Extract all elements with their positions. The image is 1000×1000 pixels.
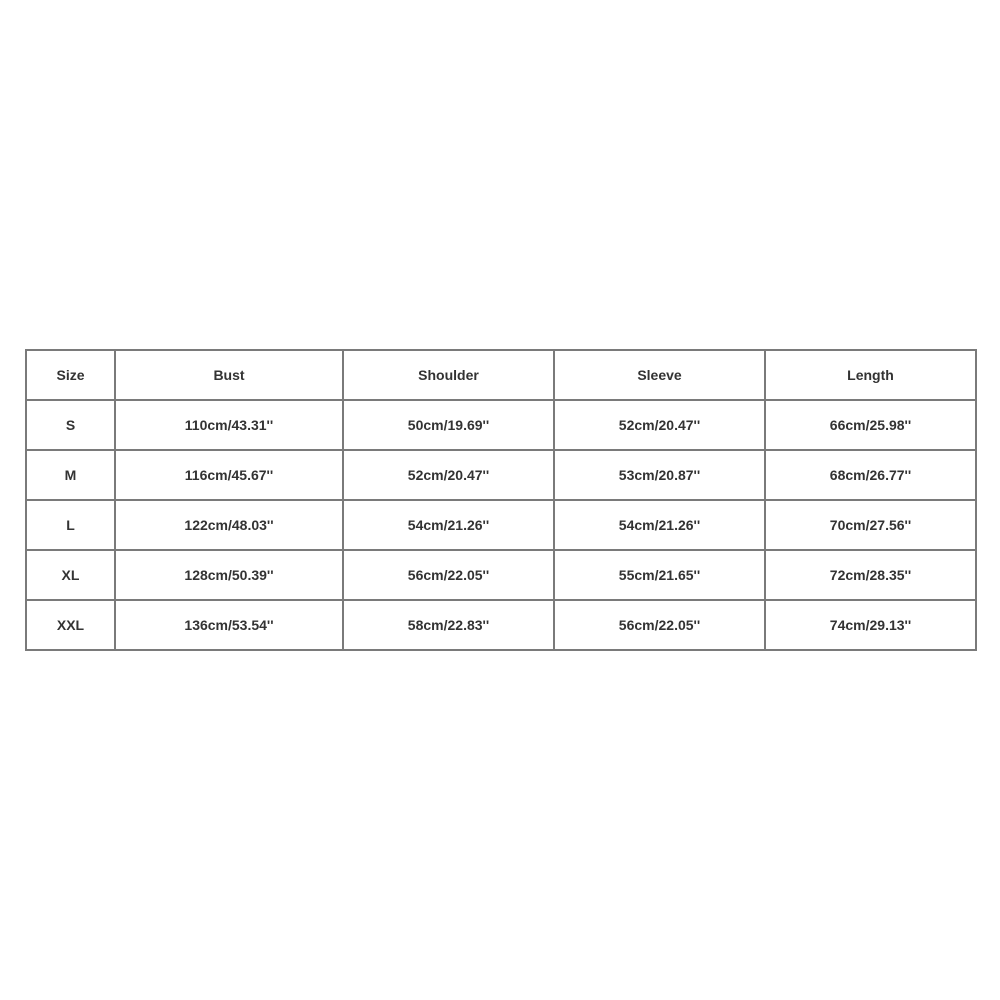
- cell-size: M: [26, 450, 115, 500]
- cell-sleeve: 53cm/20.87'': [554, 450, 765, 500]
- header-shoulder: Shoulder: [343, 350, 554, 400]
- cell-length: 74cm/29.13'': [765, 600, 976, 650]
- cell-size: XXL: [26, 600, 115, 650]
- header-sleeve: Sleeve: [554, 350, 765, 400]
- cell-bust: 116cm/45.67'': [115, 450, 343, 500]
- cell-size: XL: [26, 550, 115, 600]
- header-length: Length: [765, 350, 976, 400]
- cell-sleeve: 52cm/20.47'': [554, 400, 765, 450]
- cell-shoulder: 58cm/22.83'': [343, 600, 554, 650]
- cell-length: 72cm/28.35'': [765, 550, 976, 600]
- header-size: Size: [26, 350, 115, 400]
- cell-size: L: [26, 500, 115, 550]
- table-row: [26, 600, 976, 650]
- cell-length: 68cm/26.77'': [765, 450, 976, 500]
- cell-size: S: [26, 400, 115, 450]
- table-row: [26, 550, 976, 600]
- cell-length: 66cm/25.98'': [765, 400, 976, 450]
- size-chart-table: [25, 349, 977, 651]
- cell-sleeve: 56cm/22.05'': [554, 600, 765, 650]
- table-row: [26, 450, 976, 500]
- cell-shoulder: 50cm/19.69'': [343, 400, 554, 450]
- cell-length: 70cm/27.56'': [765, 500, 976, 550]
- cell-bust: 128cm/50.39'': [115, 550, 343, 600]
- cell-bust: 136cm/53.54'': [115, 600, 343, 650]
- table-header-row: [26, 350, 976, 400]
- cell-sleeve: 55cm/21.65'': [554, 550, 765, 600]
- cell-sleeve: 54cm/21.26'': [554, 500, 765, 550]
- cell-bust: 122cm/48.03'': [115, 500, 343, 550]
- header-bust: Bust: [115, 350, 343, 400]
- cell-shoulder: 56cm/22.05'': [343, 550, 554, 600]
- cell-shoulder: 54cm/21.26'': [343, 500, 554, 550]
- cell-bust: 110cm/43.31'': [115, 400, 343, 450]
- cell-shoulder: 52cm/20.47'': [343, 450, 554, 500]
- table-row: [26, 500, 976, 550]
- table-row: [26, 400, 976, 450]
